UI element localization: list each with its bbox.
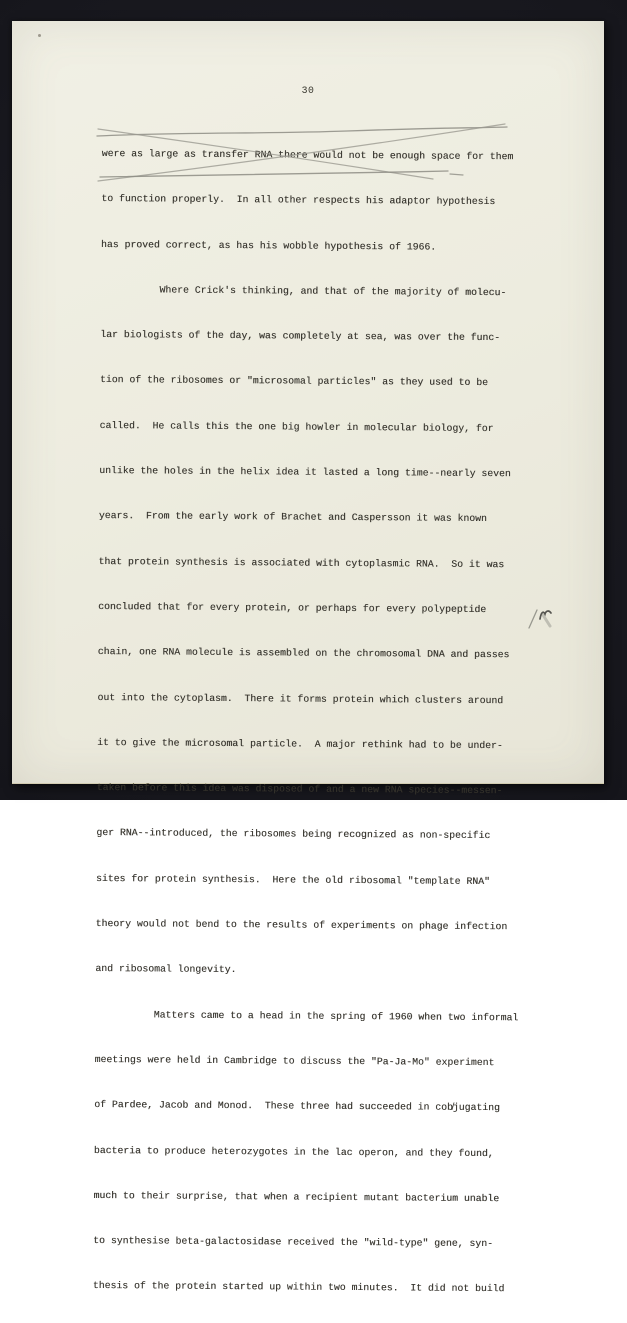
margin-letter-mark — [540, 611, 551, 619]
text-line: much to their surprise, that when a recipient mutant bacterium unable — [93, 1189, 500, 1204]
text-line: concluded that for every protein, or perhaps for every polypeptide — [98, 600, 487, 616]
text-line: that protein synthesis is associated with cytoplasmic RNA. So it was — [98, 555, 505, 570]
typewritten-text-block — [93, 120, 542, 1323]
text-line: of Pardee, Jacob and Monod. These three had succeeded in cob̸jugating — [94, 1099, 500, 1114]
text-line: Where Crick's thinking, and that of the majority of molecu- — [100, 283, 507, 299]
text-line: were as large as transfer RNA there would not be enough space for them — [101, 147, 514, 163]
page-number: 30 — [301, 85, 315, 96]
text-line: to function properly. In all other respects his adaptor hypothesis — [101, 193, 496, 208]
text-line: taken before this idea was disposed of and a new RNA species--messen- — [96, 782, 503, 797]
text-line: theory would not bend to the results of experiments on phage infection — [95, 918, 508, 933]
text-line: meetings were held in Cambridge to discuss the "Pa-Ja-Mo" experiment — [94, 1053, 495, 1069]
paper-speck — [38, 34, 41, 37]
text-line: thesis of the protein started up within two minutes. It did not build — [92, 1280, 505, 1295]
text-line: years. From the early work of Brachet and Caspersson it was known — [98, 510, 487, 525]
text-line: to synthesise beta-galactosidase received the "wild-type" gene, syn- — [93, 1235, 494, 1250]
text-line: bacteria to produce heterozygotes in the lac operon, and they found, — [93, 1144, 494, 1159]
text-line: out into the cytoplasm. There it forms protein which clusters around — [97, 691, 504, 706]
text-line: it to give the microsomal particle. A major rethink had to be under- — [97, 736, 503, 752]
text-line: tion of the ribosomes or "microsomal particles" as they used to be — [99, 374, 489, 389]
text-line: and ribosomal longevity. — [95, 963, 237, 976]
text-line: ger RNA--introduced, the ribosomes being recognized as non-specific — [96, 827, 491, 842]
text-line: called. He calls this the one big howler in molecular biology, for — [99, 419, 494, 434]
text-line: lar biologists of the day, was completely at sea, was over the func- — [100, 329, 501, 344]
text-line: chain, one RNA molecule is assembled on the chromosomal DNA and passes — [97, 646, 510, 661]
margin-smudge-mark — [543, 615, 550, 626]
document-page — [12, 21, 604, 1295]
text-line: has proved correct, as has his wobble hypothesis of 1966. — [100, 238, 437, 253]
text-line: unlike the holes in the helix idea it lasted a long time--nearly seven — [99, 465, 511, 480]
text-line: sites for protein synthesis. Here the old ribosomal "template RNA" — [96, 872, 490, 887]
text-line: Matters came to a head in the spring of 1960 when two informal — [94, 1008, 519, 1023]
